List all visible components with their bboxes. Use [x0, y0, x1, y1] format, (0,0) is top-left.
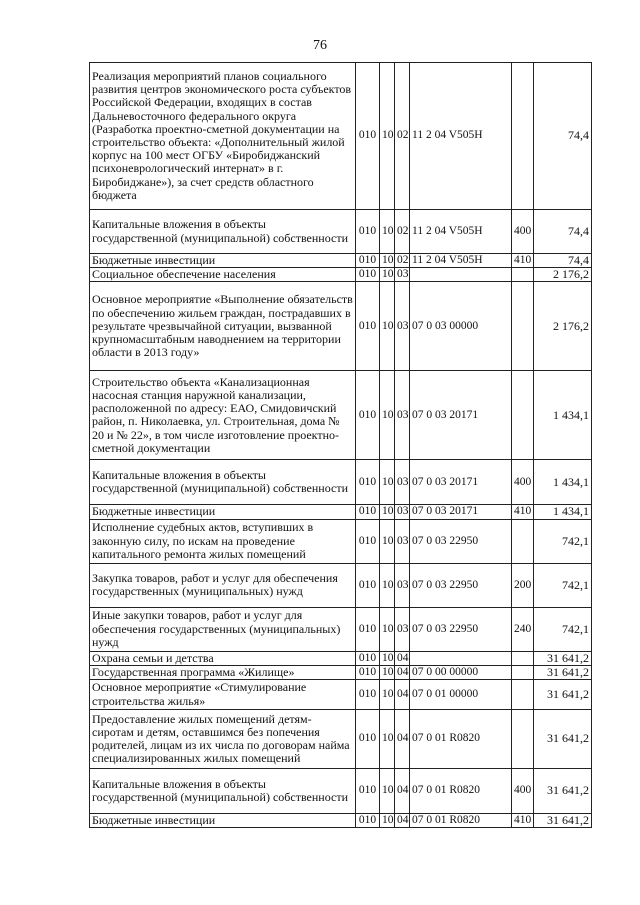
row-target-code — [410, 651, 512, 665]
row-subsection-code: 03 — [395, 371, 410, 460]
row-name: Государственная программа «Жилище» — [90, 665, 356, 679]
row-ministry-code: 010 — [356, 665, 380, 679]
row-expense-type — [512, 680, 534, 710]
row-expense-type — [512, 268, 534, 282]
table-row — [90, 710, 592, 769]
row-amount: 74,4 — [534, 63, 592, 210]
row-expense-type — [512, 519, 534, 563]
table-row — [90, 563, 592, 607]
row-expense-type — [512, 710, 534, 769]
row-amount: 31 641,2 — [534, 680, 592, 710]
row-ministry-code: 010 — [356, 505, 380, 519]
page-number: 76 — [313, 38, 327, 53]
table-row — [90, 814, 592, 828]
row-subsection-code: 03 — [395, 282, 410, 371]
row-target-code: 07 0 03 20171 — [410, 460, 512, 505]
table-row — [90, 519, 592, 563]
row-subsection-code: 04 — [395, 680, 410, 710]
row-name: Бюджетные инвестиции — [90, 505, 356, 519]
row-target-code: 07 0 03 22950 — [410, 519, 512, 563]
row-expense-type: 410 — [512, 254, 534, 268]
budget-rows — [90, 63, 592, 828]
row-amount: 74,4 — [534, 254, 592, 268]
row-amount: 2 176,2 — [534, 268, 592, 282]
row-name: Исполнение судебных актов, вступивших в законную силу, по искам на проведение капитального ремонта жилых помещений — [90, 519, 356, 563]
row-ministry-code: 010 — [356, 607, 380, 651]
row-amount: 742,1 — [534, 519, 592, 563]
row-section-code: 10 — [380, 710, 395, 769]
row-name: Капитальные вложения в объекты государственной (муниципальной) собственности — [90, 769, 356, 814]
row-expense-type: 400 — [512, 769, 534, 814]
row-section-code: 10 — [380, 210, 395, 254]
row-subsection-code: 02 — [395, 63, 410, 210]
row-target-code: 07 0 00 00000 — [410, 665, 512, 679]
row-ministry-code: 010 — [356, 460, 380, 505]
table-row — [90, 282, 592, 371]
row-amount: 2 176,2 — [534, 282, 592, 371]
row-name: Основное мероприятие «Стимулирование строительства жилья» — [90, 680, 356, 710]
row-amount: 31 641,2 — [534, 651, 592, 665]
row-section-code: 10 — [380, 607, 395, 651]
row-section-code: 10 — [380, 814, 395, 828]
row-section-code: 10 — [380, 519, 395, 563]
row-target-code: 07 0 03 00000 — [410, 282, 512, 371]
row-ministry-code: 010 — [356, 254, 380, 268]
row-name: Капитальные вложения в объекты государственной (муниципальной) собственности — [90, 460, 356, 505]
table-row — [90, 268, 592, 282]
row-section-code: 10 — [380, 680, 395, 710]
table-row — [90, 460, 592, 505]
row-name: Бюджетные инвестиции — [90, 814, 356, 828]
row-ministry-code: 010 — [356, 282, 380, 371]
row-subsection-code: 03 — [395, 519, 410, 563]
row-subsection-code: 04 — [395, 814, 410, 828]
table-row — [90, 371, 592, 460]
table-row — [90, 769, 592, 814]
row-amount: 1 434,1 — [534, 505, 592, 519]
row-subsection-code: 02 — [395, 210, 410, 254]
row-ministry-code: 010 — [356, 814, 380, 828]
row-amount: 31 641,2 — [534, 814, 592, 828]
row-amount: 1 434,1 — [534, 460, 592, 505]
row-expense-type: 400 — [512, 210, 534, 254]
row-subsection-code: 02 — [395, 254, 410, 268]
row-target-code: 11 2 04 V505Н — [410, 63, 512, 210]
row-section-code: 10 — [380, 505, 395, 519]
row-name: Социальное обеспечение населения — [90, 268, 356, 282]
table-row — [90, 665, 592, 679]
row-subsection-code: 04 — [395, 710, 410, 769]
row-name: Строительство объекта «Канализационная насосная станция наружной канализации, расположенной по адресу: ЕАО, Смидовичский район, п. Николаевка, ул. Строительная, дома № 20 и № 22», в том числе изготовление проектно-сметной документации — [90, 371, 356, 460]
table-row — [90, 254, 592, 268]
row-name: Иные закупки товаров, работ и услуг для обеспечения государственных (муниципальных) нужд — [90, 607, 356, 651]
row-expense-type — [512, 282, 534, 371]
row-section-code: 10 — [380, 651, 395, 665]
row-expense-type — [512, 665, 534, 679]
table-row — [90, 505, 592, 519]
row-section-code: 10 — [380, 282, 395, 371]
row-name: Закупка товаров, работ и услуг для обеспечения государственных (муниципальных) нужд — [90, 563, 356, 607]
row-name: Основное мероприятие «Выполнение обязательств по обеспечению жильем граждан, пострадавших в результате чрезвычайной ситуации, вызванной крупномасштабным наводнением на территории области в 2013 году» — [90, 282, 356, 371]
row-subsection-code: 03 — [395, 607, 410, 651]
row-section-code: 10 — [380, 63, 395, 210]
row-expense-type: 410 — [512, 814, 534, 828]
row-name: Бюджетные инвестиции — [90, 254, 356, 268]
row-amount: 742,1 — [534, 607, 592, 651]
row-ministry-code: 010 — [356, 769, 380, 814]
row-section-code: 10 — [380, 769, 395, 814]
row-ministry-code: 010 — [356, 680, 380, 710]
row-section-code: 10 — [380, 371, 395, 460]
row-subsection-code: 03 — [395, 268, 410, 282]
row-name: Реализация мероприятий планов социального развития центров экономического роста субъектов Российской Федерации, входящих в состав Дальневосточного федерального округа (Разработка проектно-сметной документации на строительство объекта: «Дополнительный жилой корпус на 100 мест ОГБУ «Биробиджанский психоневрологический интернат» в г. Биробиджане»), за счет средств областного бюджета — [90, 63, 356, 210]
row-subsection-code: 04 — [395, 665, 410, 679]
table-row — [90, 210, 592, 254]
row-section-code: 10 — [380, 460, 395, 505]
row-section-code: 10 — [380, 254, 395, 268]
row-subsection-code: 04 — [395, 651, 410, 665]
row-subsection-code: 03 — [395, 505, 410, 519]
row-section-code: 10 — [380, 563, 395, 607]
row-amount: 31 641,2 — [534, 710, 592, 769]
table-row — [90, 63, 592, 210]
table-row — [90, 651, 592, 665]
row-section-code: 10 — [380, 268, 395, 282]
table-row — [90, 680, 592, 710]
row-subsection-code: 03 — [395, 563, 410, 607]
row-name: Капитальные вложения в объекты государственной (муниципальной) собственности — [90, 210, 356, 254]
row-target-code: 07 0 03 20171 — [410, 505, 512, 519]
row-ministry-code: 010 — [356, 519, 380, 563]
row-target-code — [410, 268, 512, 282]
row-target-code: 11 2 04 V505Н — [410, 254, 512, 268]
row-expense-type — [512, 651, 534, 665]
row-target-code: 07 0 03 22950 — [410, 607, 512, 651]
row-amount: 31 641,2 — [534, 769, 592, 814]
row-expense-type: 400 — [512, 460, 534, 505]
row-target-code: 07 0 01 R0820 — [410, 814, 512, 828]
row-target-code: 07 0 01 00000 — [410, 680, 512, 710]
row-name: Предоставление жилых помещений детям-сиротам и детям, оставшимся без попечения родителей, лицам из их числа по договорам найма специализированных жилых помещений — [90, 710, 356, 769]
row-section-code: 10 — [380, 665, 395, 679]
row-target-code: 11 2 04 V505Н — [410, 210, 512, 254]
row-expense-type: 200 — [512, 563, 534, 607]
row-name: Охрана семьи и детства — [90, 651, 356, 665]
row-ministry-code: 010 — [356, 210, 380, 254]
budget-table — [89, 62, 592, 828]
row-expense-type: 240 — [512, 607, 534, 651]
row-expense-type: 410 — [512, 505, 534, 519]
table-row — [90, 607, 592, 651]
row-target-code: 07 0 03 22950 — [410, 563, 512, 607]
row-target-code: 07 0 03 20171 — [410, 371, 512, 460]
row-expense-type — [512, 371, 534, 460]
row-subsection-code: 03 — [395, 460, 410, 505]
row-target-code: 07 0 01 R0820 — [410, 710, 512, 769]
row-target-code: 07 0 01 R0820 — [410, 769, 512, 814]
row-ministry-code: 010 — [356, 651, 380, 665]
row-ministry-code: 010 — [356, 710, 380, 769]
row-amount: 31 641,2 — [534, 665, 592, 679]
row-amount: 1 434,1 — [534, 371, 592, 460]
row-ministry-code: 010 — [356, 268, 380, 282]
row-ministry-code: 010 — [356, 63, 380, 210]
row-ministry-code: 010 — [356, 563, 380, 607]
row-amount: 74,4 — [534, 210, 592, 254]
row-expense-type — [512, 63, 534, 210]
row-ministry-code: 010 — [356, 371, 380, 460]
row-subsection-code: 04 — [395, 769, 410, 814]
row-amount: 742,1 — [534, 563, 592, 607]
